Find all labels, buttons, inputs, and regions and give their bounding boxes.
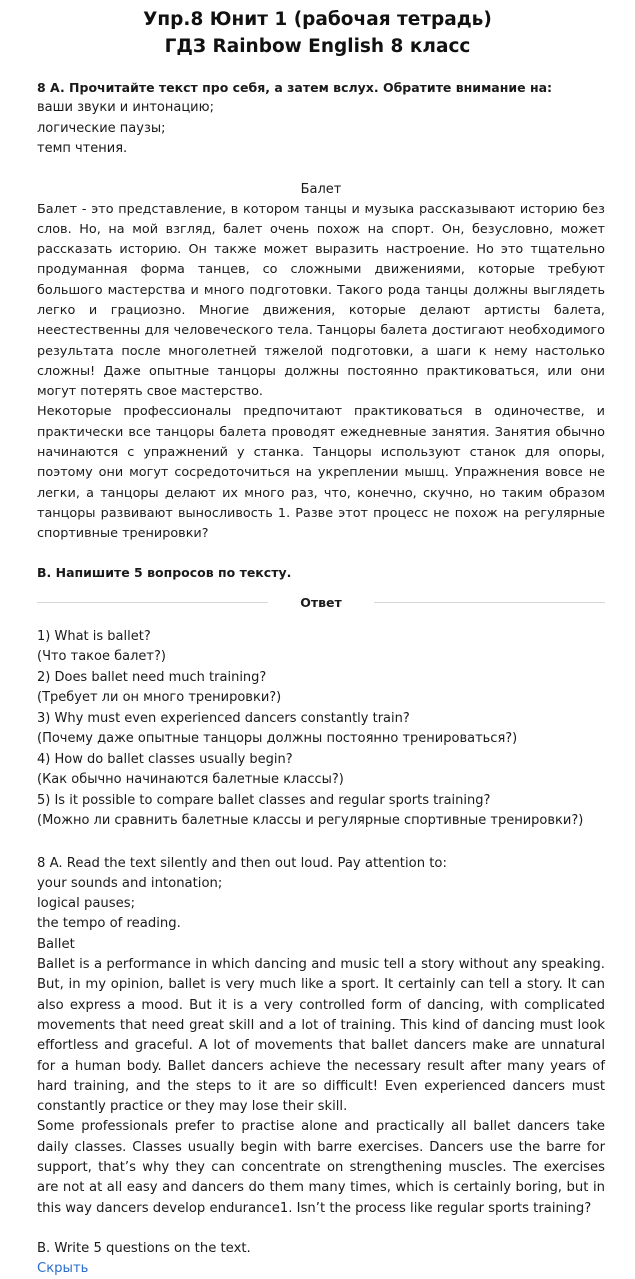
english-section [37, 854, 605, 1219]
task-point: ваши звуки и интонацию; [37, 100, 214, 115]
title-line-2: ГДЗ Rainbow English 8 класс [164, 36, 471, 57]
task-point: темп чтения. [37, 141, 128, 156]
answer-line: 3) Why must even experienced dancers constantly train? [37, 710, 410, 726]
task-point: the tempo of reading. [37, 916, 181, 932]
answer-divider [37, 591, 605, 615]
answer-line: 2) Does ballet need much training? [37, 669, 267, 685]
answers-list [37, 627, 605, 832]
task-point: logical pauses; [37, 896, 136, 912]
answer-line: 1) What is ballet? [37, 628, 151, 644]
divider-line-right [374, 602, 605, 603]
answer-line: (Почему даже опытные танцоры должны постоянно тренироваться?) [37, 731, 518, 747]
answer-line: (Что такое балет?) [37, 649, 166, 665]
hide-link[interactable]: Скрыть [37, 1260, 89, 1276]
text-ru-title: Балет [300, 181, 342, 197]
answer-line: 4) How do ballet classes usually begin? [37, 751, 293, 767]
answer-label: Ответ [300, 595, 342, 611]
task-point: your sounds and intonation; [37, 875, 223, 891]
task-point: логические паузы; [37, 120, 166, 136]
task-b-en: B. Write 5 questions on the text. [37, 1240, 251, 1256]
page-title [30, 0, 605, 60]
task-a-en-heading: 8 A. Read the text silently and then out loud. Pay attention to: [37, 855, 447, 871]
answer-line: 5) Is it possible to compare ballet classes and regular sports training? [37, 792, 491, 808]
task-b-ru: B. Напишите 5 вопросов по тексту. [37, 564, 292, 580]
answer-line: (Требует ли он много тренировки?) [37, 690, 282, 706]
text-en-paragraph-1: Ballet is a performance in which dancing and music tell a story without any speaking. But, in my opinion, ballet is very much like a sport. It certainly can tell a story. It can also express a mood. But it is a very controlled form of dancing, with complicated movements that need great skill and a lot of training. This kind of dancing must look effortless and graceful. A lot of movements that ballet dancers make are unnatural for a human body. Ballet dancers achieve the necessary result after many years of hard training, and the steps to it are so difficult! Even experienced dancers must constantly practice or they may lose their skill. [37, 957, 605, 1115]
text-ru-paragraph-2: Некоторые профессионалы предпочитают практиковаться в одиночестве, и практически все танцоры балета проводят ежедневные занятия. Занятия обычно начинаются с упражнений у станка. Танцоры используют станок для опоры, поэтому они могут сосредоточиться на укреплении мышц. Упражнения вовсе не легки, а танцоры делают их много раз, что, конечно, скучно, но таким образом танцоры развивают выносливость 1. Разве этот процесс не похож на регулярные спортивные тренировки? [37, 404, 605, 542]
divider-line-left [37, 602, 268, 603]
text-ru-paragraph-1: Балет - это представление, в котором танцы и музыка рассказывают историю без слов. Но, на мой взгляд, балет очень похож на спорт. Он, безусловно, может рассказать историю. Он также может выразить настроение. Но это тщательно продуманная форма танцев, со сложными движениями, которые требуют большого мастерства и много подготовки. Такого рода танцы должны выглядеть легко и грациозно. Многие движения, которые делают артисты балета, неестественны для человеческого тела. Танцоры балета достигают необходимого результата после многолетней тяжелой подготовки, а шаги к нему настолько сложны! Даже опытные танцоры должны постоянно практиковаться, или они могут потерять свое мастерство. [37, 201, 605, 400]
task-a-ru-points [37, 98, 605, 160]
answer-line: (Можно ли сравнить балетные классы и регулярные спортивные тренировки?) [37, 813, 584, 829]
text-en-title: Ballet [37, 936, 75, 952]
answer-line: (Как обычно начинаются балетные классы?) [37, 772, 344, 788]
task-a-ru-heading: 8 A. Прочитайте текст про себя, а затем вслух. Обратите внимание на: [37, 80, 553, 95]
title-line-1: Упр.8 Юнит 1 (рабочая тетрадь) [143, 9, 492, 30]
text-en-paragraph-2: Some professionals prefer to practise alone and practically all ballet dancers take daily classes. Classes usually begin with barre exercises. Dancers use the barre for support, that’s why they can concentrate on strengthening muscles. The exercises are not at all easy and dancers do them many times, which is certainly boring, but in this way dancers develop endurance1. Isn’t the process like regular sports training? [37, 1119, 605, 1216]
